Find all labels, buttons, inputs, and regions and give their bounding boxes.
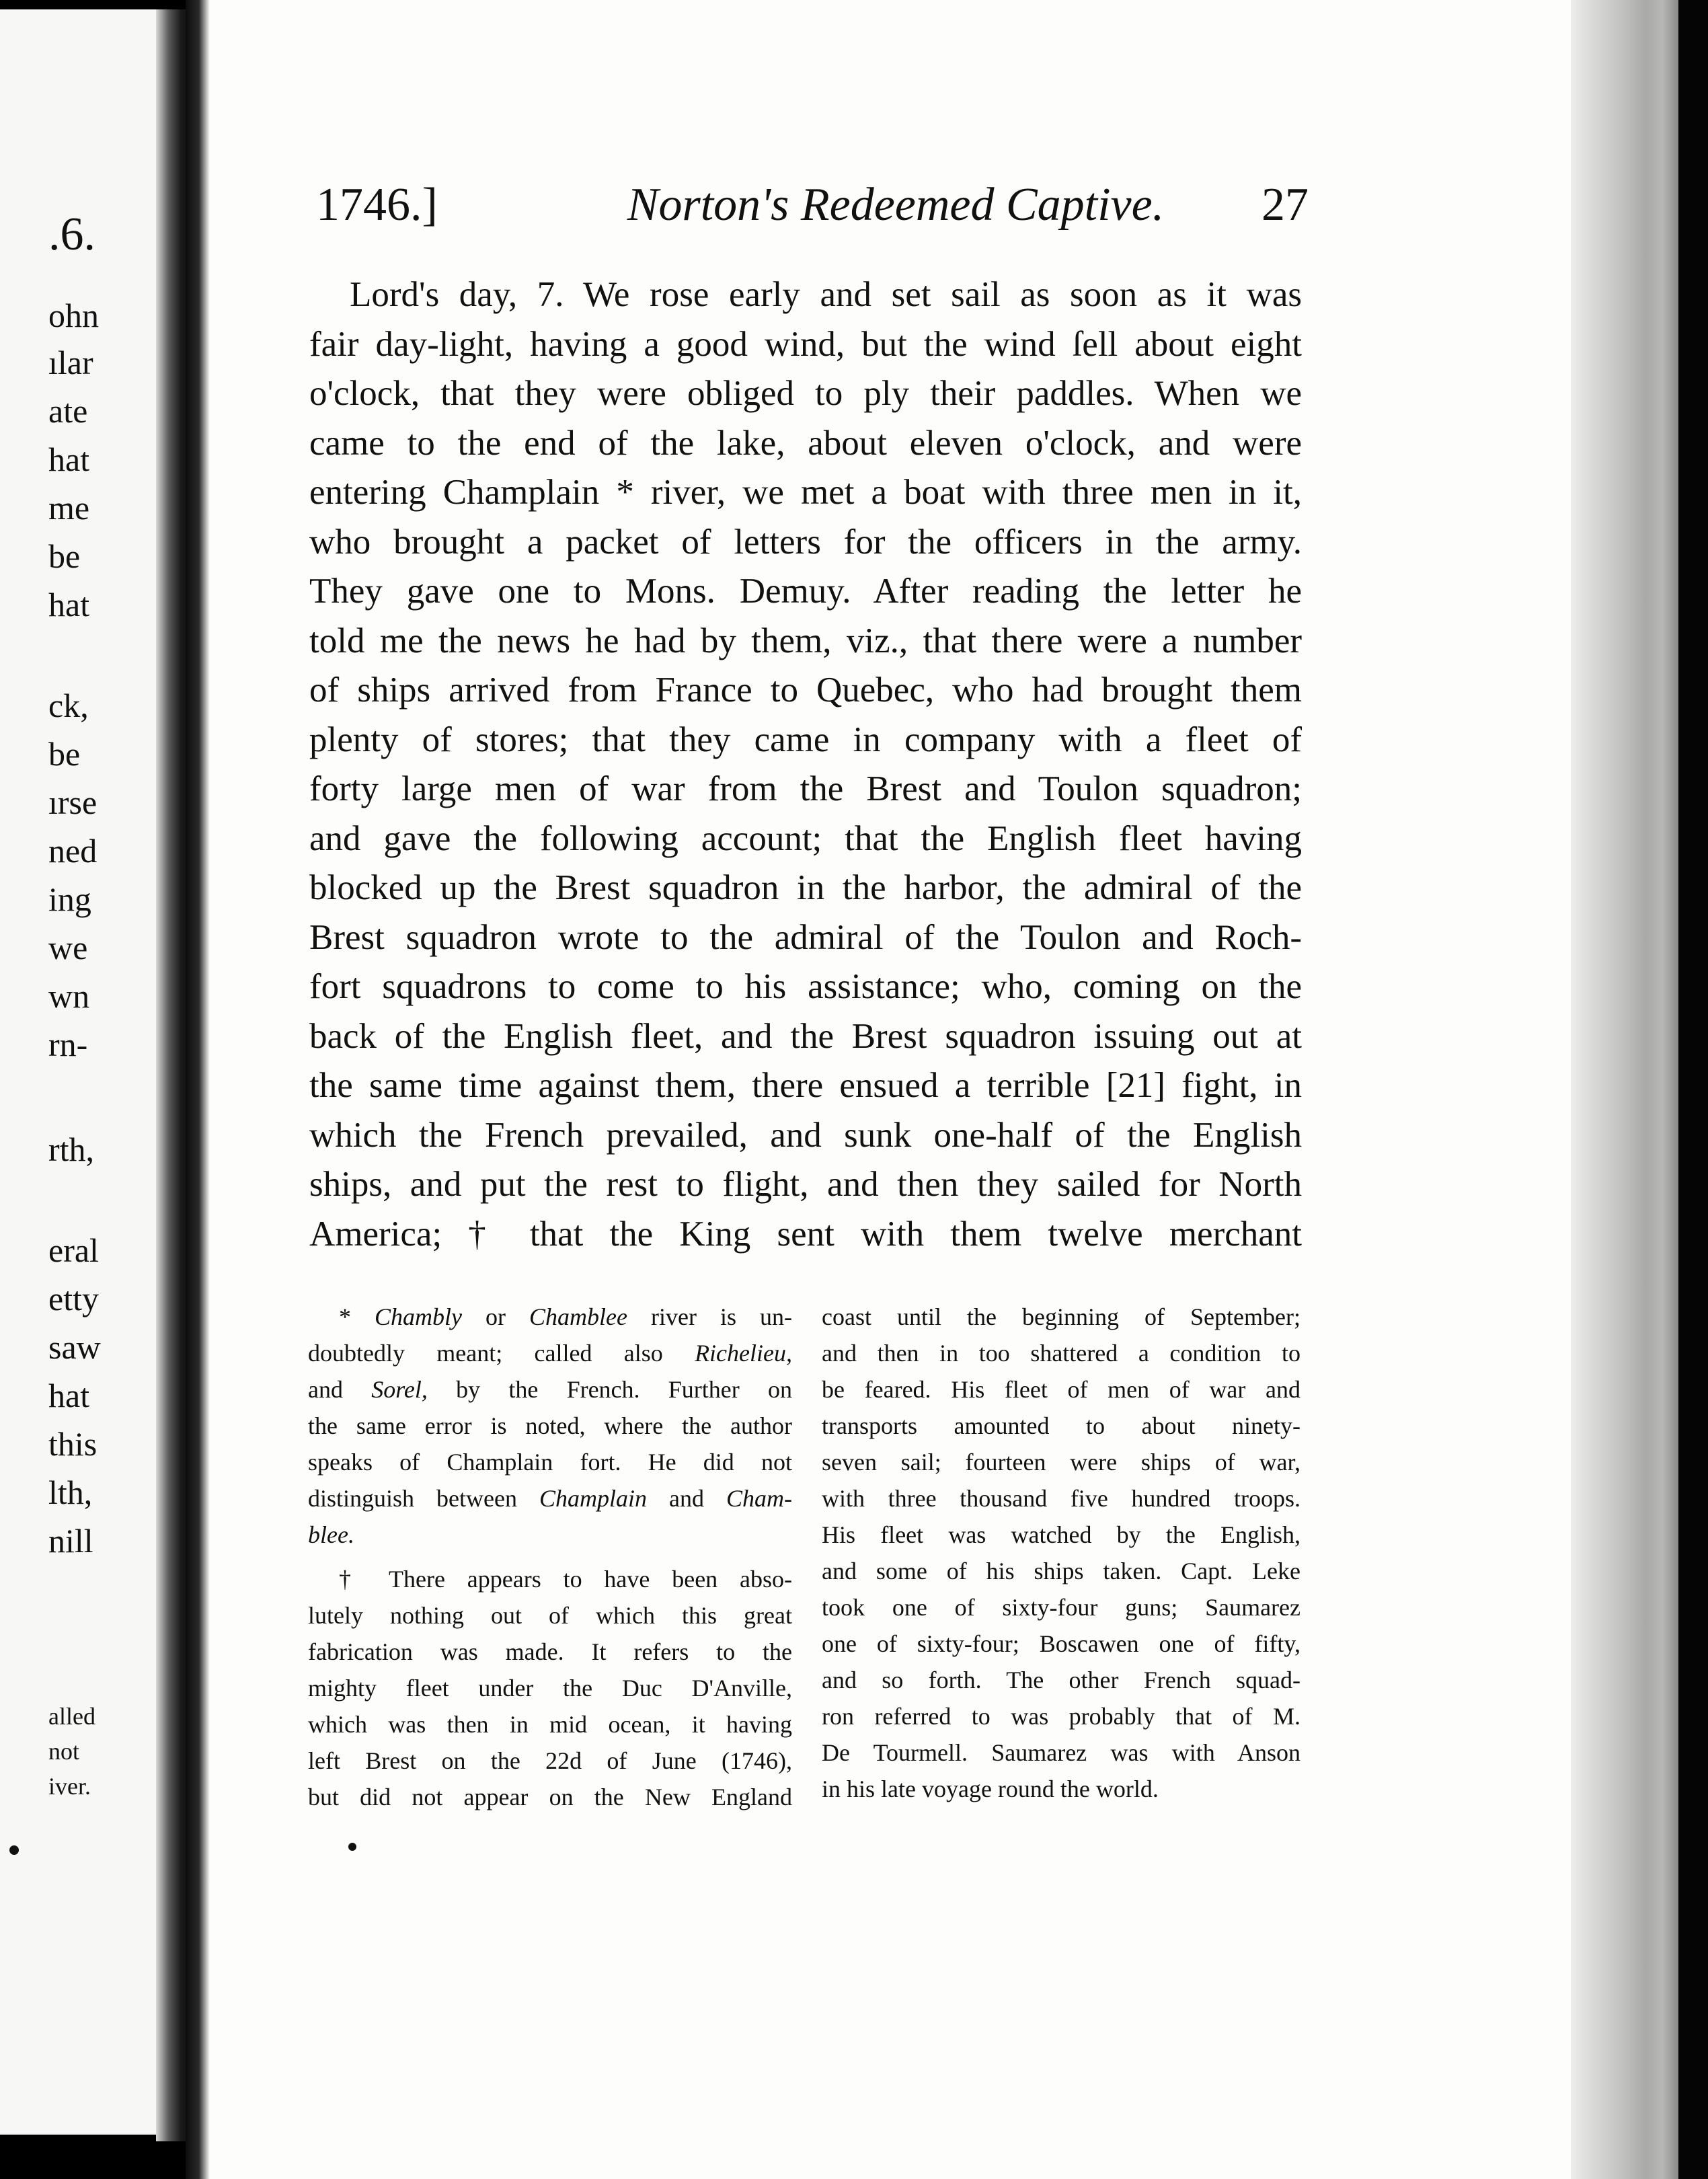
footnote-line: ron referred to was probably that of M.: [822, 1703, 1301, 1730]
footnote-line: took one of sixty-four guns; Saumarez: [822, 1594, 1301, 1621]
left-page-line-end: nill: [48, 1522, 93, 1560]
footnote-line: one of sixty-four; Boscawen one of fifty,: [822, 1630, 1301, 1657]
left-page-line-end: hat: [48, 586, 90, 623]
footnote-line: and some of his ships taken. Capt. Leke: [822, 1558, 1301, 1584]
footnote-line: and so forth. The other French squad-: [822, 1667, 1301, 1693]
left-page-line-end: this: [48, 1425, 98, 1463]
header-year: 1746.]: [316, 179, 438, 231]
left-page-line-end: ck,: [48, 687, 89, 724]
left-page-line-end: rn-: [48, 1026, 88, 1063]
body-line: and gave the following account; that the English fleet having: [309, 819, 1302, 858]
gutter-shadow: [186, 0, 210, 2179]
left-page-line-end: ate: [48, 392, 88, 430]
footnote-line: with three thousand five hundred troops.: [822, 1485, 1301, 1512]
left-page-line-end: be: [48, 537, 81, 575]
ink-speck: [9, 1845, 19, 1855]
footnote-line: coast until the beginning of September;: [822, 1303, 1301, 1330]
footnote-line: and then in too shattered a condition to: [822, 1340, 1301, 1367]
left-page-footnote-end: alled: [48, 1703, 95, 1730]
footnote-line: the same error is noted, where the author: [308, 1412, 792, 1439]
footnote-line: transports amounted to about ninety-: [822, 1412, 1301, 1439]
body-line: blocked up the Brest squadron in the harbor, the admiral of the: [309, 868, 1302, 907]
body-line: back of the English fleet, and the Brest squadron issuing out at: [309, 1017, 1302, 1056]
scan-border: [1678, 0, 1708, 2179]
left-page-line-end: we: [48, 929, 88, 966]
left-page-line-end: ing: [48, 880, 91, 918]
body-line: who brought a packet of letters for the officers in the army.: [309, 523, 1302, 562]
left-page-line-end: hat: [48, 1377, 90, 1414]
footnote-line: in his late voyage round the world.: [822, 1775, 1159, 1802]
left-page-fragment: [0, 9, 156, 2135]
body-line: America; † that the King sent with them twelve merchant: [309, 1215, 1302, 1254]
footnote-line: lutely nothing out of which this great: [308, 1602, 792, 1629]
left-page-line-end: hat: [48, 441, 90, 478]
footnote-line: but did not appear on the New England: [308, 1784, 792, 1810]
body-line: came to the end of the lake, about eleven o'clock, and were: [309, 424, 1302, 463]
body-line: fair day-light, having a good wind, but the wind ſell about eight: [309, 325, 1302, 364]
footnote-line: and Sorel, by the French. Further on: [308, 1376, 792, 1403]
footnote-line: which was then in mid ocean, it having: [308, 1711, 792, 1738]
body-line: Lord's day, 7. We rose early and set sail as soon as it was: [350, 275, 1302, 314]
left-page-line-end: saw: [48, 1328, 101, 1366]
footnote-line: left Brest on the 22d of June (1746),: [308, 1747, 792, 1774]
ink-speck: [348, 1843, 356, 1851]
footnote-line: De Tourmell. Saumarez was with Anson: [822, 1739, 1301, 1766]
left-page-line-end: eral: [48, 1231, 99, 1269]
footnote-line: mighty fleet under the Duc D'Anville,: [308, 1675, 792, 1702]
body-line: of ships arrived from France to Quebec, who had brought them: [309, 671, 1302, 710]
footnote-line: speaks of Champlain fort. He did not: [308, 1449, 792, 1476]
footnote-line: be feared. His fleet of men of war and: [822, 1376, 1301, 1403]
body-line: They gave one to Mons. Demuy. After reading the letter he: [309, 572, 1302, 611]
page-fore-edge: [1571, 0, 1678, 2179]
left-page-line-end: me: [48, 489, 90, 527]
left-page-line-end: ohn: [48, 297, 99, 334]
left-page-line-end: be: [48, 735, 81, 773]
running-title: Norton's Redeemed Captive.: [627, 179, 1165, 231]
body-line: plenty of stores; that they came in company with a fleet of: [309, 720, 1302, 759]
body-line: the same time against them, there ensued a terrible [21] fight, in: [309, 1066, 1302, 1105]
footnote-line: blee.: [308, 1521, 354, 1548]
left-page-number: .6.: [48, 208, 95, 260]
left-page-line-end: etty: [48, 1280, 99, 1317]
footnote-line: seven sail; fourteen were ships of war,: [822, 1449, 1301, 1476]
left-page-line-end: ned: [48, 832, 98, 870]
left-page-footnote-end: not: [48, 1738, 80, 1765]
left-page-line-end: rth,: [48, 1131, 95, 1168]
left-page-line-end: ırse: [48, 783, 98, 821]
left-page-line-end: ılar: [48, 344, 93, 381]
footnote-line: distinguish between Champlain and Cham-: [308, 1485, 792, 1512]
left-page-footnote-end: iver.: [48, 1773, 91, 1800]
footnote-line: His fleet was watched by the English,: [822, 1521, 1301, 1548]
footnote-line: * Chambly or Chamblee river is un-: [339, 1303, 792, 1330]
body-line: entering Champlain * river, we met a boat with three men in it,: [309, 473, 1302, 512]
body-line: ships, and put the rest to flight, and then they sailed for North: [309, 1165, 1302, 1204]
page-number: 27: [1261, 179, 1309, 231]
footnote-line: fabrication was made. It refers to the: [308, 1638, 792, 1665]
body-line: forty large men of war from the Brest and Toulon squadron;: [309, 769, 1302, 808]
left-page-line-end: lth,: [48, 1474, 93, 1511]
footnote-line: † There appears to have been abso-: [339, 1566, 792, 1593]
body-line: told me the news he had by them, viz., that there were a number: [309, 621, 1302, 660]
body-line: Brest squadron wrote to the admiral of the Toulon and Roch-: [309, 918, 1302, 957]
body-line: o'clock, that they were obliged to ply their paddles. When we: [309, 374, 1302, 413]
body-line: which the French prevailed, and sunk one-half of the English: [309, 1116, 1302, 1155]
footnote-line: doubtedly meant; called also Richelieu,: [308, 1340, 792, 1367]
left-page-line-end: wn: [48, 977, 90, 1015]
body-line: fort squadrons to come to his assistance; who, coming on the: [309, 967, 1302, 1006]
